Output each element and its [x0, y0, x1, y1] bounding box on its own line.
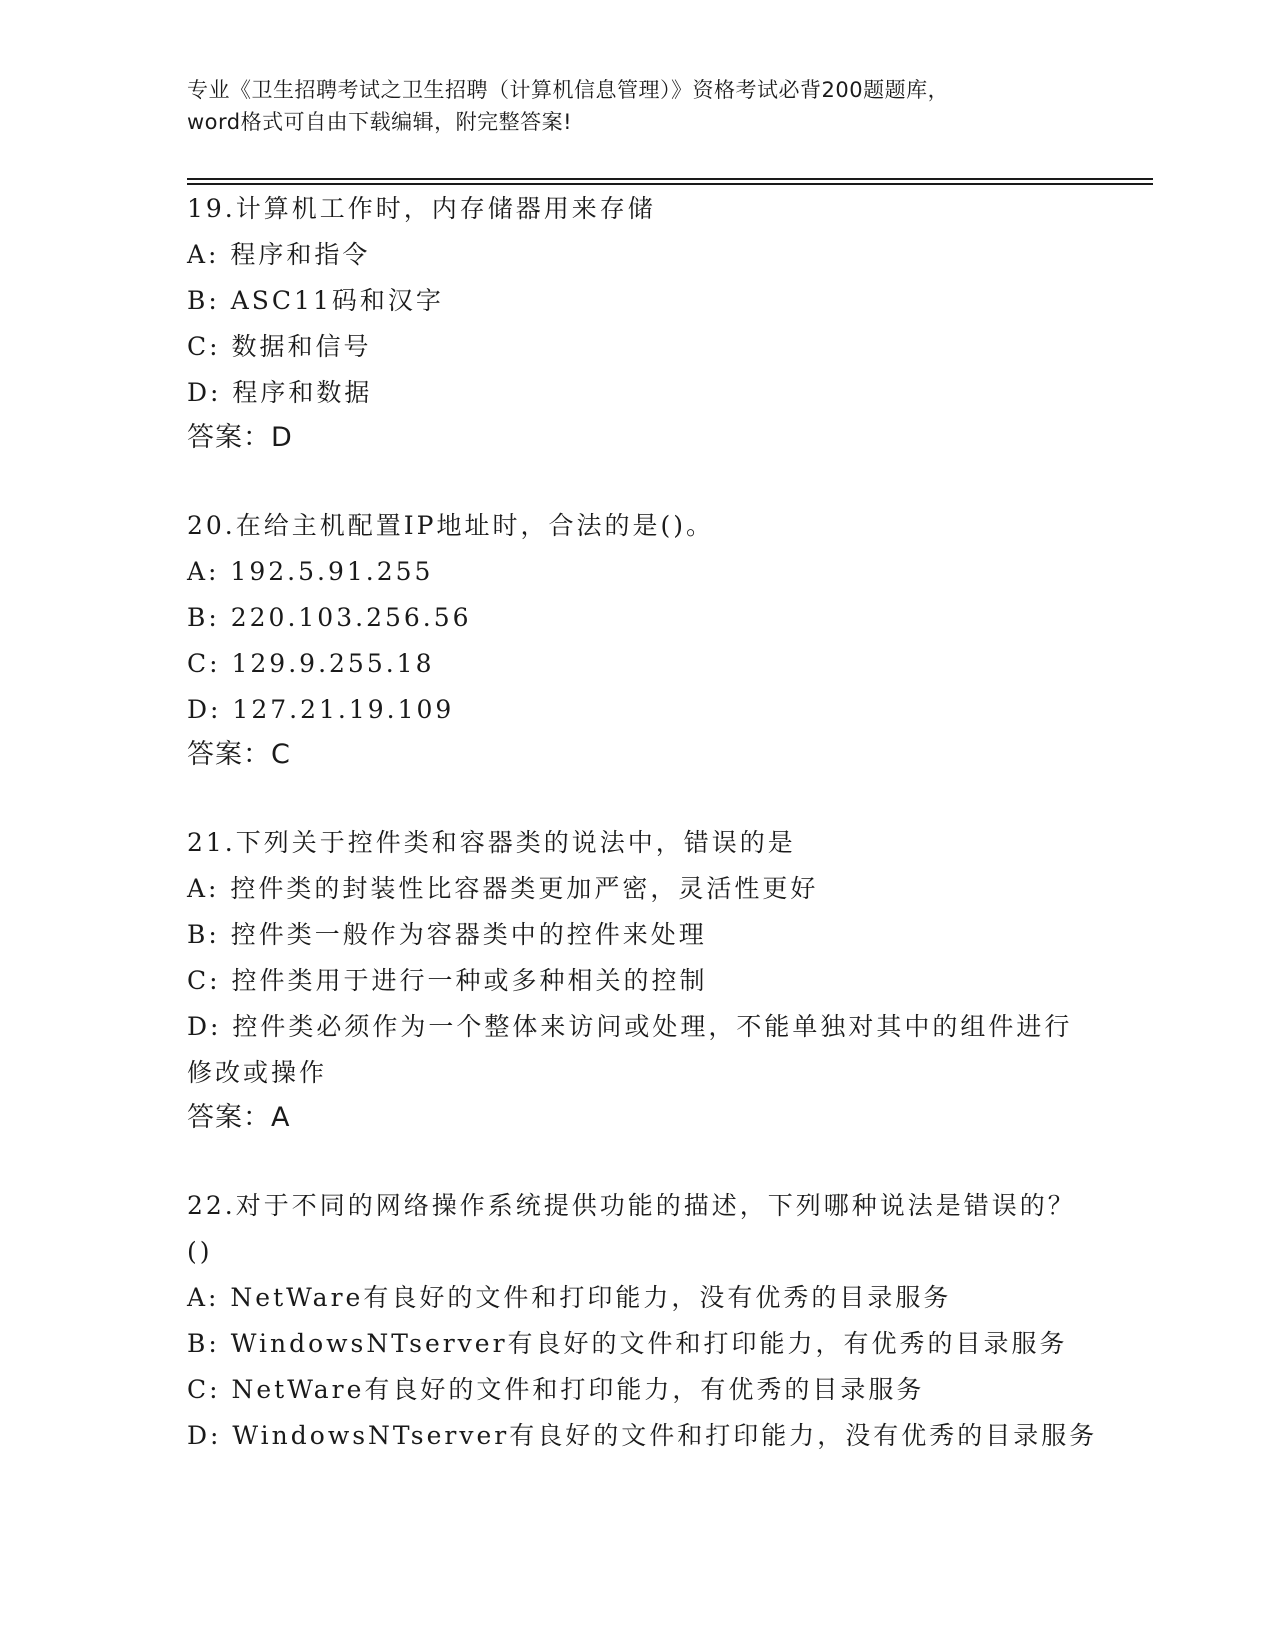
option-b: B: ASC11码和汉字 [187, 286, 444, 315]
answer-label: 答案： [187, 1102, 271, 1133]
answer-line [187, 416, 1087, 460]
option-a: A: 192.5.91.255 [187, 557, 434, 586]
option-d: D: 控件类必须作为一个整体来访问或处理，不能单独对其中的组件进行修改或操作 [187, 1012, 1073, 1087]
answer-label: 答案： [187, 422, 271, 453]
option-c: C: NetWare有良好的文件和打印能力，有优秀的目录服务 [187, 1375, 925, 1404]
answer-value: A [271, 1102, 291, 1133]
header-divider-bottom [187, 183, 1153, 185]
header-line-1: 专业《卫生招聘考试之卫生招聘（计算机信息管理）》资格考试必背200题题库， [187, 78, 950, 102]
question-list [187, 186, 1098, 1502]
option-a: A: 程序和指令 [187, 240, 371, 269]
option-d: D: 程序和数据 [187, 378, 373, 407]
question-stem: 20.在给主机配置IP地址时，合法的是()。 [187, 511, 714, 540]
option-a: A: 控件类的封装性比容器类更加严密，灵活性更好 [187, 874, 819, 903]
answer-value: C [271, 739, 291, 770]
answer-label: 答案： [187, 739, 271, 770]
header-line-2: word格式可自由下载编辑，附完整答案! [187, 110, 573, 134]
document-header [187, 74, 1087, 138]
question-stem: 22.对于不同的网络操作系统提供功能的描述，下列哪种说法是错误的？() [187, 1191, 1076, 1266]
option-c: C: 129.9.255.18 [187, 649, 435, 678]
option-d: D: WindowsNTserver有良好的文件和打印能力，没有优秀的目录服务 [187, 1421, 1098, 1450]
question-20 [187, 503, 1087, 777]
option-a: A: NetWare有良好的文件和打印能力，没有优秀的目录服务 [187, 1283, 952, 1312]
question-19 [187, 186, 1087, 460]
header-divider-top [187, 178, 1153, 180]
answer-value: D [271, 422, 293, 453]
answer-line [187, 733, 1087, 777]
option-b: B: 控件类一般作为容器类中的控件来处理 [187, 920, 707, 949]
question-stem: 19.计算机工作时，内存储器用来存储 [187, 194, 656, 223]
option-c: C: 数据和信号 [187, 332, 372, 361]
question-21 [187, 820, 1087, 1140]
option-b: B: WindowsNTserver有良好的文件和打印能力，有优秀的目录服务 [187, 1329, 1068, 1358]
question-stem: 21.下列关于控件类和容器类的说法中，错误的是 [187, 828, 796, 857]
option-b: B: 220.103.256.56 [187, 603, 472, 632]
option-d: D: 127.21.19.109 [187, 695, 455, 724]
answer-line [187, 1096, 1087, 1140]
option-c: C: 控件类用于进行一种或多种相关的控制 [187, 966, 708, 995]
question-22 [187, 1183, 1098, 1459]
